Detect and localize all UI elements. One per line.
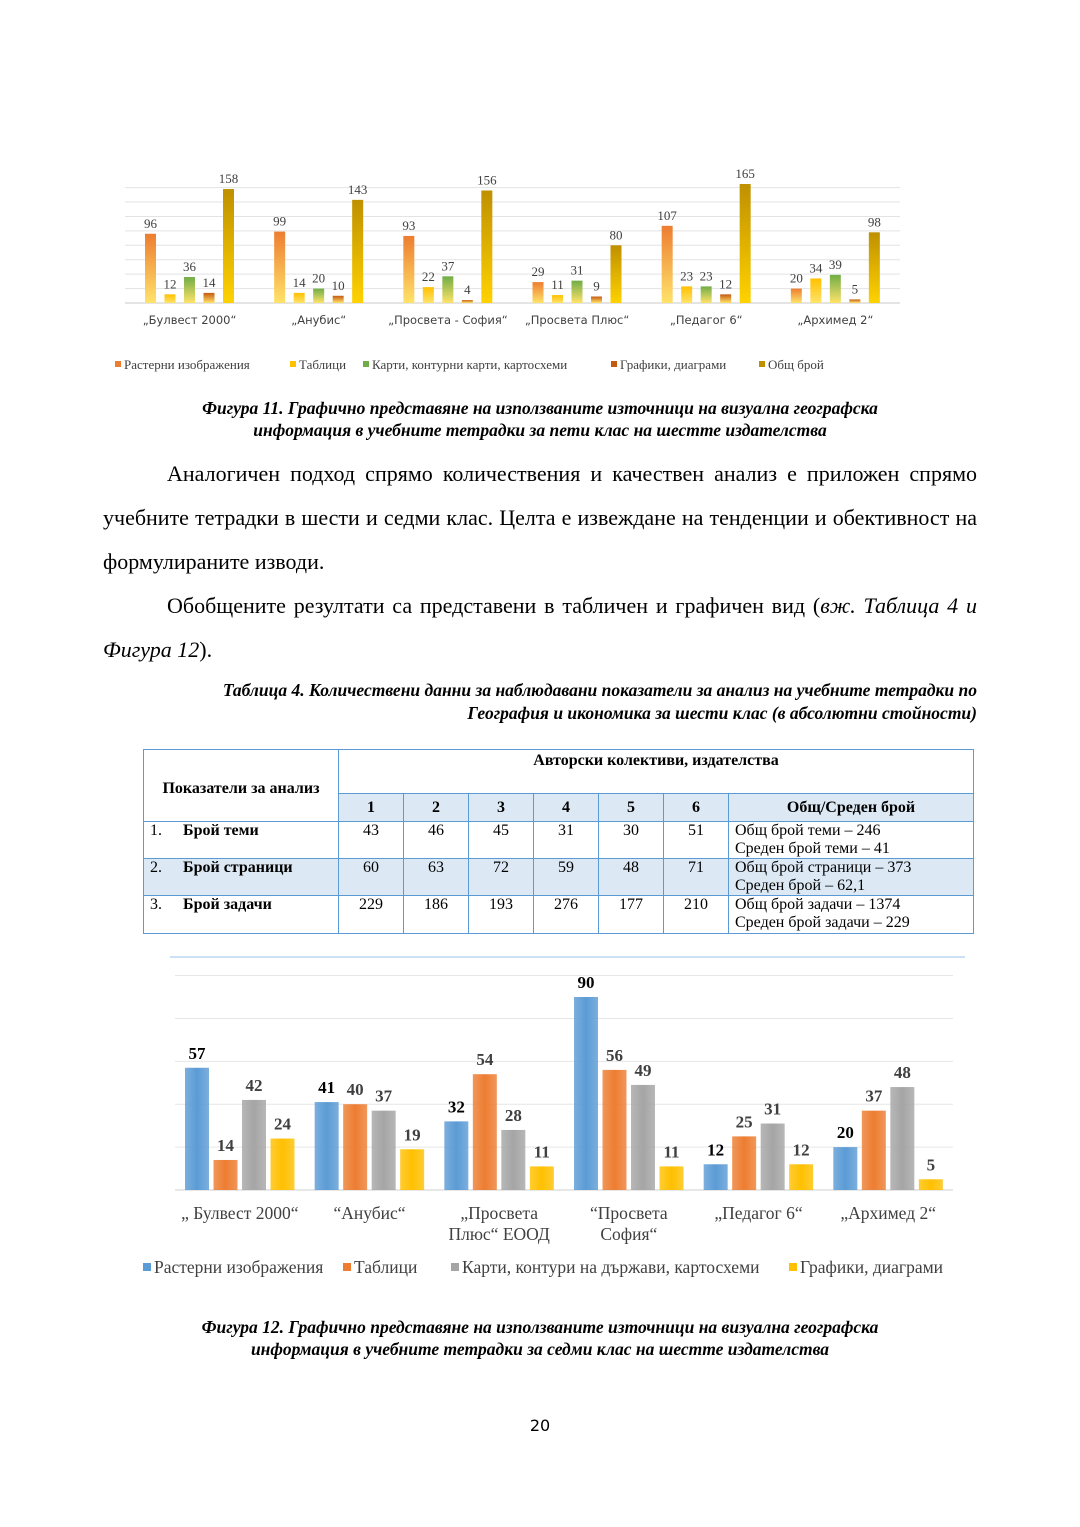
bar — [662, 226, 673, 303]
bar — [423, 287, 434, 303]
category-label: „Просвета - София“ — [388, 313, 508, 327]
data-label: 20 — [312, 270, 326, 286]
table-cell-total: Общ брой страници – 373 Среден брой – 62,1 — [729, 859, 974, 896]
bar — [400, 1149, 424, 1190]
category-label: „Педагог 6“ — [669, 313, 743, 327]
data-label: 80 — [609, 227, 623, 243]
data-label: 28 — [504, 1105, 522, 1125]
legend-swatch — [115, 361, 121, 367]
bar — [343, 1104, 367, 1190]
figure-11-caption-line2: информация в учебните тетрадки за пети клас на шестте издателства — [253, 420, 827, 440]
legend-swatch — [759, 361, 765, 367]
data-label: 156 — [477, 172, 497, 188]
category-label: „Анубис“ — [291, 313, 347, 327]
data-label: 5 — [851, 281, 859, 297]
data-label: 158 — [218, 171, 239, 187]
data-label: 22 — [421, 269, 435, 285]
category-label: “Анубис“ — [333, 1203, 406, 1223]
column-header: 1 — [339, 794, 404, 822]
row-label: 1. Брой теми — [144, 822, 339, 859]
data-label: 12 — [707, 1140, 725, 1160]
legend-swatch — [290, 361, 296, 367]
bar — [704, 1164, 728, 1190]
legend-label: Карти, контурни карти, картосхеми — [372, 357, 568, 372]
row-label: 2. Брой страници — [144, 859, 339, 896]
bar — [869, 232, 880, 303]
data-label: 32 — [447, 1097, 465, 1117]
data-label: 29 — [531, 264, 545, 280]
legend-label: Таблици — [354, 1257, 418, 1277]
table-cell: 30 — [599, 822, 664, 859]
bar — [849, 299, 860, 303]
bar — [442, 276, 453, 303]
table-cell: 186 — [404, 896, 469, 934]
bar — [572, 281, 583, 303]
table-row — [144, 859, 974, 896]
data-label: 49 — [634, 1060, 652, 1080]
row-label: 3. Брой задачи — [144, 896, 339, 934]
category-label: „Архимед 2“ — [840, 1203, 937, 1223]
legend-swatch — [343, 1263, 351, 1271]
table-cell: 51 — [664, 822, 729, 859]
table-cell: 276 — [534, 896, 599, 934]
data-label: 99 — [273, 213, 287, 229]
data-label: 23 — [680, 268, 694, 284]
bar — [223, 189, 234, 303]
bar — [294, 293, 305, 303]
column-header: 5 — [599, 794, 664, 822]
bar — [789, 1164, 813, 1190]
paragraph-2 — [103, 584, 977, 672]
paragraph-2-text: Обобщените резултати са представени в табличен и графичен вид ( — [167, 593, 821, 618]
data-label: 10 — [331, 277, 345, 293]
table-cell: 177 — [599, 896, 664, 934]
data-label: 37 — [865, 1086, 883, 1106]
category-label: „Просвета Плюс“ — [524, 313, 630, 327]
data-label: 56 — [606, 1045, 623, 1065]
bar — [184, 277, 195, 303]
data-label: 107 — [657, 207, 677, 223]
column-header: 3 — [469, 794, 534, 822]
paragraph-2-end: ). — [199, 637, 213, 662]
data-label: 40 — [346, 1080, 364, 1100]
data-label: 23 — [699, 268, 713, 284]
data-label: 25 — [735, 1112, 753, 1132]
bar — [810, 278, 821, 303]
category-label: „Булвест 2000“ — [142, 313, 237, 327]
data-label: 12 — [719, 276, 733, 292]
bar — [681, 286, 692, 303]
data-label: 42 — [245, 1075, 263, 1095]
data-label: 37 — [441, 258, 455, 274]
figure-11-caption-line1: Фигура 11. Графично представяне на използваните източници на визуална географска — [202, 398, 878, 418]
bar — [919, 1179, 943, 1190]
legend-swatch — [363, 361, 369, 367]
data-label: 98 — [867, 214, 881, 230]
data-label: 14 — [217, 1135, 234, 1155]
table-cell: 60 — [339, 859, 404, 896]
paragraph-1 — [103, 452, 977, 584]
data-label: 11 — [663, 1142, 680, 1162]
table-cell-total: Общ брой теми – 246 Среден брой теми – 41 — [729, 822, 974, 859]
bar — [574, 997, 598, 1190]
bar — [591, 297, 602, 303]
paragraph-1-text: Аналогичен подход спрямо количествения и качествен анализ е приложен спрямо учебните тетрадки в шести и седми клас. Целта е извеждане на тенденции и обективност на формулираните изводи. — [103, 461, 977, 574]
bar — [552, 295, 563, 303]
data-label: 57 — [188, 1043, 206, 1063]
category-label: „Архимед 2“ — [797, 313, 874, 327]
header-indicator: Показатели за анализ — [144, 750, 339, 822]
bar — [732, 1136, 756, 1190]
data-label: 14 — [202, 274, 216, 290]
data-label: 20 — [836, 1123, 854, 1143]
data-label: 48 — [893, 1063, 911, 1083]
legend-swatch — [143, 1263, 151, 1271]
table-cell: 31 — [534, 822, 599, 859]
bar — [481, 190, 492, 303]
category-label: “Просвета София“ — [589, 1203, 668, 1244]
legend-label: Таблици — [299, 357, 347, 372]
table-cell: 63 — [404, 859, 469, 896]
legend-label: Карти, контури на държави, картосхеми — [462, 1257, 760, 1277]
bar — [165, 294, 176, 303]
bar — [611, 245, 622, 303]
column-header: 4 — [534, 794, 599, 822]
legend-label: Общ брой — [768, 357, 824, 372]
table-cell: 71 — [664, 859, 729, 896]
column-header: 6 — [664, 794, 729, 822]
bar — [333, 296, 344, 303]
legend-swatch — [789, 1263, 797, 1271]
bar — [403, 236, 414, 303]
bar — [530, 1166, 554, 1190]
table-4-caption — [100, 679, 977, 725]
table-cell: 59 — [534, 859, 599, 896]
bar — [701, 286, 712, 303]
legend-label: Растерни изображения — [124, 357, 250, 372]
legend-label: Графики, диаграми — [620, 357, 727, 372]
table-cell: 45 — [469, 822, 534, 859]
data-label: 31 — [764, 1099, 782, 1119]
bar — [890, 1087, 914, 1190]
legend-swatch — [611, 361, 617, 367]
bar — [274, 232, 285, 303]
table-row — [144, 896, 974, 934]
figure-12-caption — [100, 1316, 980, 1360]
data-label: 36 — [183, 259, 196, 275]
data-label: 143 — [347, 181, 368, 197]
data-label: 39 — [828, 256, 842, 272]
data-label: 24 — [274, 1114, 291, 1134]
bar — [271, 1139, 295, 1190]
data-label: 41 — [318, 1078, 336, 1098]
figure-12-chart — [135, 955, 980, 1290]
table-cell: 229 — [339, 896, 404, 934]
table-cell: 46 — [404, 822, 469, 859]
data-label: 37 — [375, 1086, 393, 1106]
figure-12-caption-line1: Фигура 12. Графично представяне на използваните източници на визуална географска — [201, 1317, 879, 1337]
bar — [862, 1111, 886, 1190]
category-label: „ Булвест 2000“ — [181, 1203, 299, 1223]
column-header-total: Общ/Среден брой — [729, 794, 974, 822]
bar — [315, 1102, 339, 1190]
table-cell: 210 — [664, 896, 729, 934]
bar — [313, 289, 324, 303]
table-cell: 48 — [599, 859, 664, 896]
data-label: 19 — [403, 1125, 421, 1145]
category-label: „Просвета Плюс“ ЕООД — [448, 1203, 550, 1244]
data-label: 12 — [163, 276, 177, 292]
data-label: 9 — [593, 278, 600, 294]
table-cell: 43 — [339, 822, 404, 859]
data-table — [143, 749, 974, 934]
figure-12-caption-line2: информация в учебните тетрадки за седми клас на шестте издателства — [250, 1339, 830, 1359]
table-cell: 72 — [469, 859, 534, 896]
bar — [462, 300, 473, 303]
column-header: 2 — [404, 794, 469, 822]
bar — [242, 1100, 266, 1190]
figure-11-caption — [100, 397, 980, 441]
bar — [791, 289, 802, 303]
data-label: 90 — [577, 973, 595, 992]
table-cell-total: Общ брой задачи – 1374 Среден брой задачи – 229 — [729, 896, 974, 934]
data-label: 4 — [464, 282, 471, 298]
bar — [603, 1070, 627, 1190]
category-label: „Педагог 6“ — [714, 1203, 803, 1223]
bar — [833, 1147, 857, 1190]
legend-label: Графики, диаграми — [800, 1257, 944, 1277]
bar — [740, 184, 751, 303]
paragraph-2-reference: вж. Таблица 4 и Фигура 12 — [103, 593, 977, 662]
data-label: 93 — [402, 217, 416, 233]
table-4-caption-line1: Таблица 4. Количествени данни за наблюдавани показатели за анализ на учебните тетрадки по — [222, 680, 977, 700]
data-label: 14 — [292, 274, 306, 290]
legend-label: Растерни изображения — [154, 1257, 324, 1277]
data-label: 11 — [551, 277, 564, 293]
bar — [501, 1130, 525, 1190]
data-label: 165 — [735, 166, 755, 181]
table-row — [144, 822, 974, 859]
table-cell: 193 — [469, 896, 534, 934]
data-label: 5 — [926, 1155, 936, 1175]
page-number: 20 — [529, 1416, 551, 1435]
bar — [830, 275, 841, 303]
table-4-caption-line2: География и икономика за шести клас (в абсолютни стойности) — [467, 703, 977, 723]
data-label: 12 — [792, 1140, 810, 1160]
figure-11-chart — [100, 155, 980, 380]
bar — [631, 1085, 655, 1190]
bar — [204, 293, 215, 303]
bar — [473, 1074, 497, 1190]
bar — [720, 294, 731, 303]
data-label: 20 — [789, 270, 803, 286]
legend-swatch — [451, 1263, 459, 1271]
data-label: 11 — [533, 1142, 550, 1162]
bar — [372, 1111, 396, 1190]
bar — [214, 1160, 238, 1190]
bar — [444, 1121, 468, 1190]
bar — [533, 282, 544, 303]
data-label: 31 — [570, 262, 584, 278]
data-label: 54 — [476, 1050, 494, 1070]
bar — [352, 200, 363, 303]
bar — [185, 1068, 209, 1190]
bar — [145, 234, 156, 303]
data-label: 96 — [144, 215, 157, 231]
data-label: 34 — [809, 260, 823, 276]
header-group: Авторски колективи, издателства — [339, 750, 974, 794]
bar — [660, 1166, 684, 1190]
bar — [761, 1124, 785, 1190]
